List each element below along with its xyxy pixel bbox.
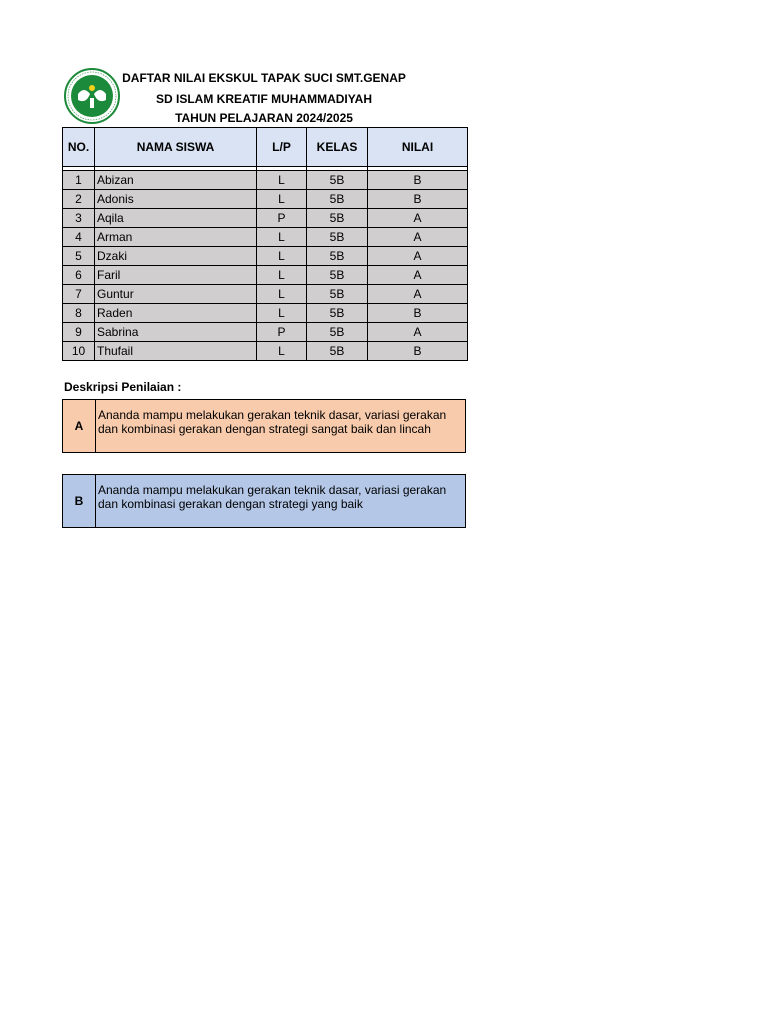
cell-nilai: B (368, 171, 468, 190)
cell-name: Faril (95, 266, 257, 285)
table-row (63, 209, 468, 228)
cell-name: Sabrina (95, 323, 257, 342)
cell-name: Abizan (95, 171, 257, 190)
cell-kelas: 5B (307, 285, 368, 304)
column-header-name: NAMA SISWA (95, 128, 257, 167)
cell-no: 7 (63, 285, 95, 304)
cell-no: 8 (63, 304, 95, 323)
description-line: Ananda mampu melakukan gerakan teknik dasar, variasi gerakan (98, 483, 447, 497)
description-line: dan kombinasi gerakan dengan strategi sangat baik dan lincah (98, 422, 431, 436)
cell-kelas: 5B (307, 323, 368, 342)
column-header-nilai: NILAI (368, 128, 468, 167)
column-header-lp: L/P (257, 128, 307, 167)
cell-lp: L (257, 171, 307, 190)
cell-name: Arman (95, 228, 257, 247)
cell-nilai: A (368, 323, 468, 342)
grade-label: B (63, 475, 96, 527)
cell-name: Raden (95, 304, 257, 323)
cell-kelas: 5B (307, 247, 368, 266)
table-row (63, 171, 468, 190)
grade-label: A (63, 400, 96, 452)
cell-lp: L (257, 247, 307, 266)
cell-nilai: A (368, 228, 468, 247)
table-row (63, 190, 468, 209)
academic-year: TAHUN PELAJARAN 2024/2025 (175, 111, 353, 125)
cell-no: 2 (63, 190, 95, 209)
cell-nilai: A (368, 285, 468, 304)
cell-kelas: 5B (307, 228, 368, 247)
table-row (63, 342, 468, 361)
grades-table (62, 127, 468, 361)
cell-name: Dzaki (95, 247, 257, 266)
cell-kelas: 5B (307, 190, 368, 209)
cell-nilai: B (368, 190, 468, 209)
cell-nilai: B (368, 342, 468, 361)
column-header-no: NO. (63, 128, 95, 167)
grade-description-text (96, 400, 465, 452)
cell-nilai: A (368, 266, 468, 285)
school-name: SD ISLAM KREATIF MUHAMMADIYAH (156, 92, 372, 106)
cell-nilai: A (368, 247, 468, 266)
cell-no: 3 (63, 209, 95, 228)
description-line: Ananda mampu melakukan gerakan teknik dasar, variasi gerakan (98, 408, 447, 422)
cell-lp: L (257, 285, 307, 304)
cell-no: 9 (63, 323, 95, 342)
grade-description-text (96, 475, 465, 527)
grade-b-description (62, 474, 466, 528)
table-row (63, 266, 468, 285)
table-header-row (63, 128, 468, 167)
cell-no: 1 (63, 171, 95, 190)
cell-kelas: 5B (307, 209, 368, 228)
cell-kelas: 5B (307, 342, 368, 361)
cell-name: Thufail (95, 342, 257, 361)
cell-name: Aqila (95, 209, 257, 228)
cell-kelas: 5B (307, 171, 368, 190)
cell-nilai: A (368, 209, 468, 228)
cell-lp: L (257, 342, 307, 361)
cell-no: 10 (63, 342, 95, 361)
cell-lp: L (257, 304, 307, 323)
cell-name: Guntur (95, 285, 257, 304)
cell-lp: P (257, 323, 307, 342)
table-row (63, 285, 468, 304)
cell-lp: L (257, 266, 307, 285)
cell-lp: P (257, 209, 307, 228)
table-row (63, 304, 468, 323)
cell-no: 5 (63, 247, 95, 266)
table-row (63, 228, 468, 247)
cell-no: 4 (63, 228, 95, 247)
cell-kelas: 5B (307, 266, 368, 285)
column-header-kelas: KELAS (307, 128, 368, 167)
cell-nilai: B (368, 304, 468, 323)
cell-kelas: 5B (307, 304, 368, 323)
document-title: DAFTAR NILAI EKSKUL TAPAK SUCI SMT.GENAP (122, 71, 406, 85)
cell-lp: L (257, 228, 307, 247)
cell-no: 6 (63, 266, 95, 285)
description-line: dan kombinasi gerakan dengan strategi yang baik (98, 497, 363, 511)
table-row (63, 247, 468, 266)
cell-name: Adonis (95, 190, 257, 209)
cell-lp: L (257, 190, 307, 209)
table-row (63, 323, 468, 342)
grade-a-description (62, 399, 466, 453)
description-title: Deskripsi Penilaian : (64, 380, 182, 394)
